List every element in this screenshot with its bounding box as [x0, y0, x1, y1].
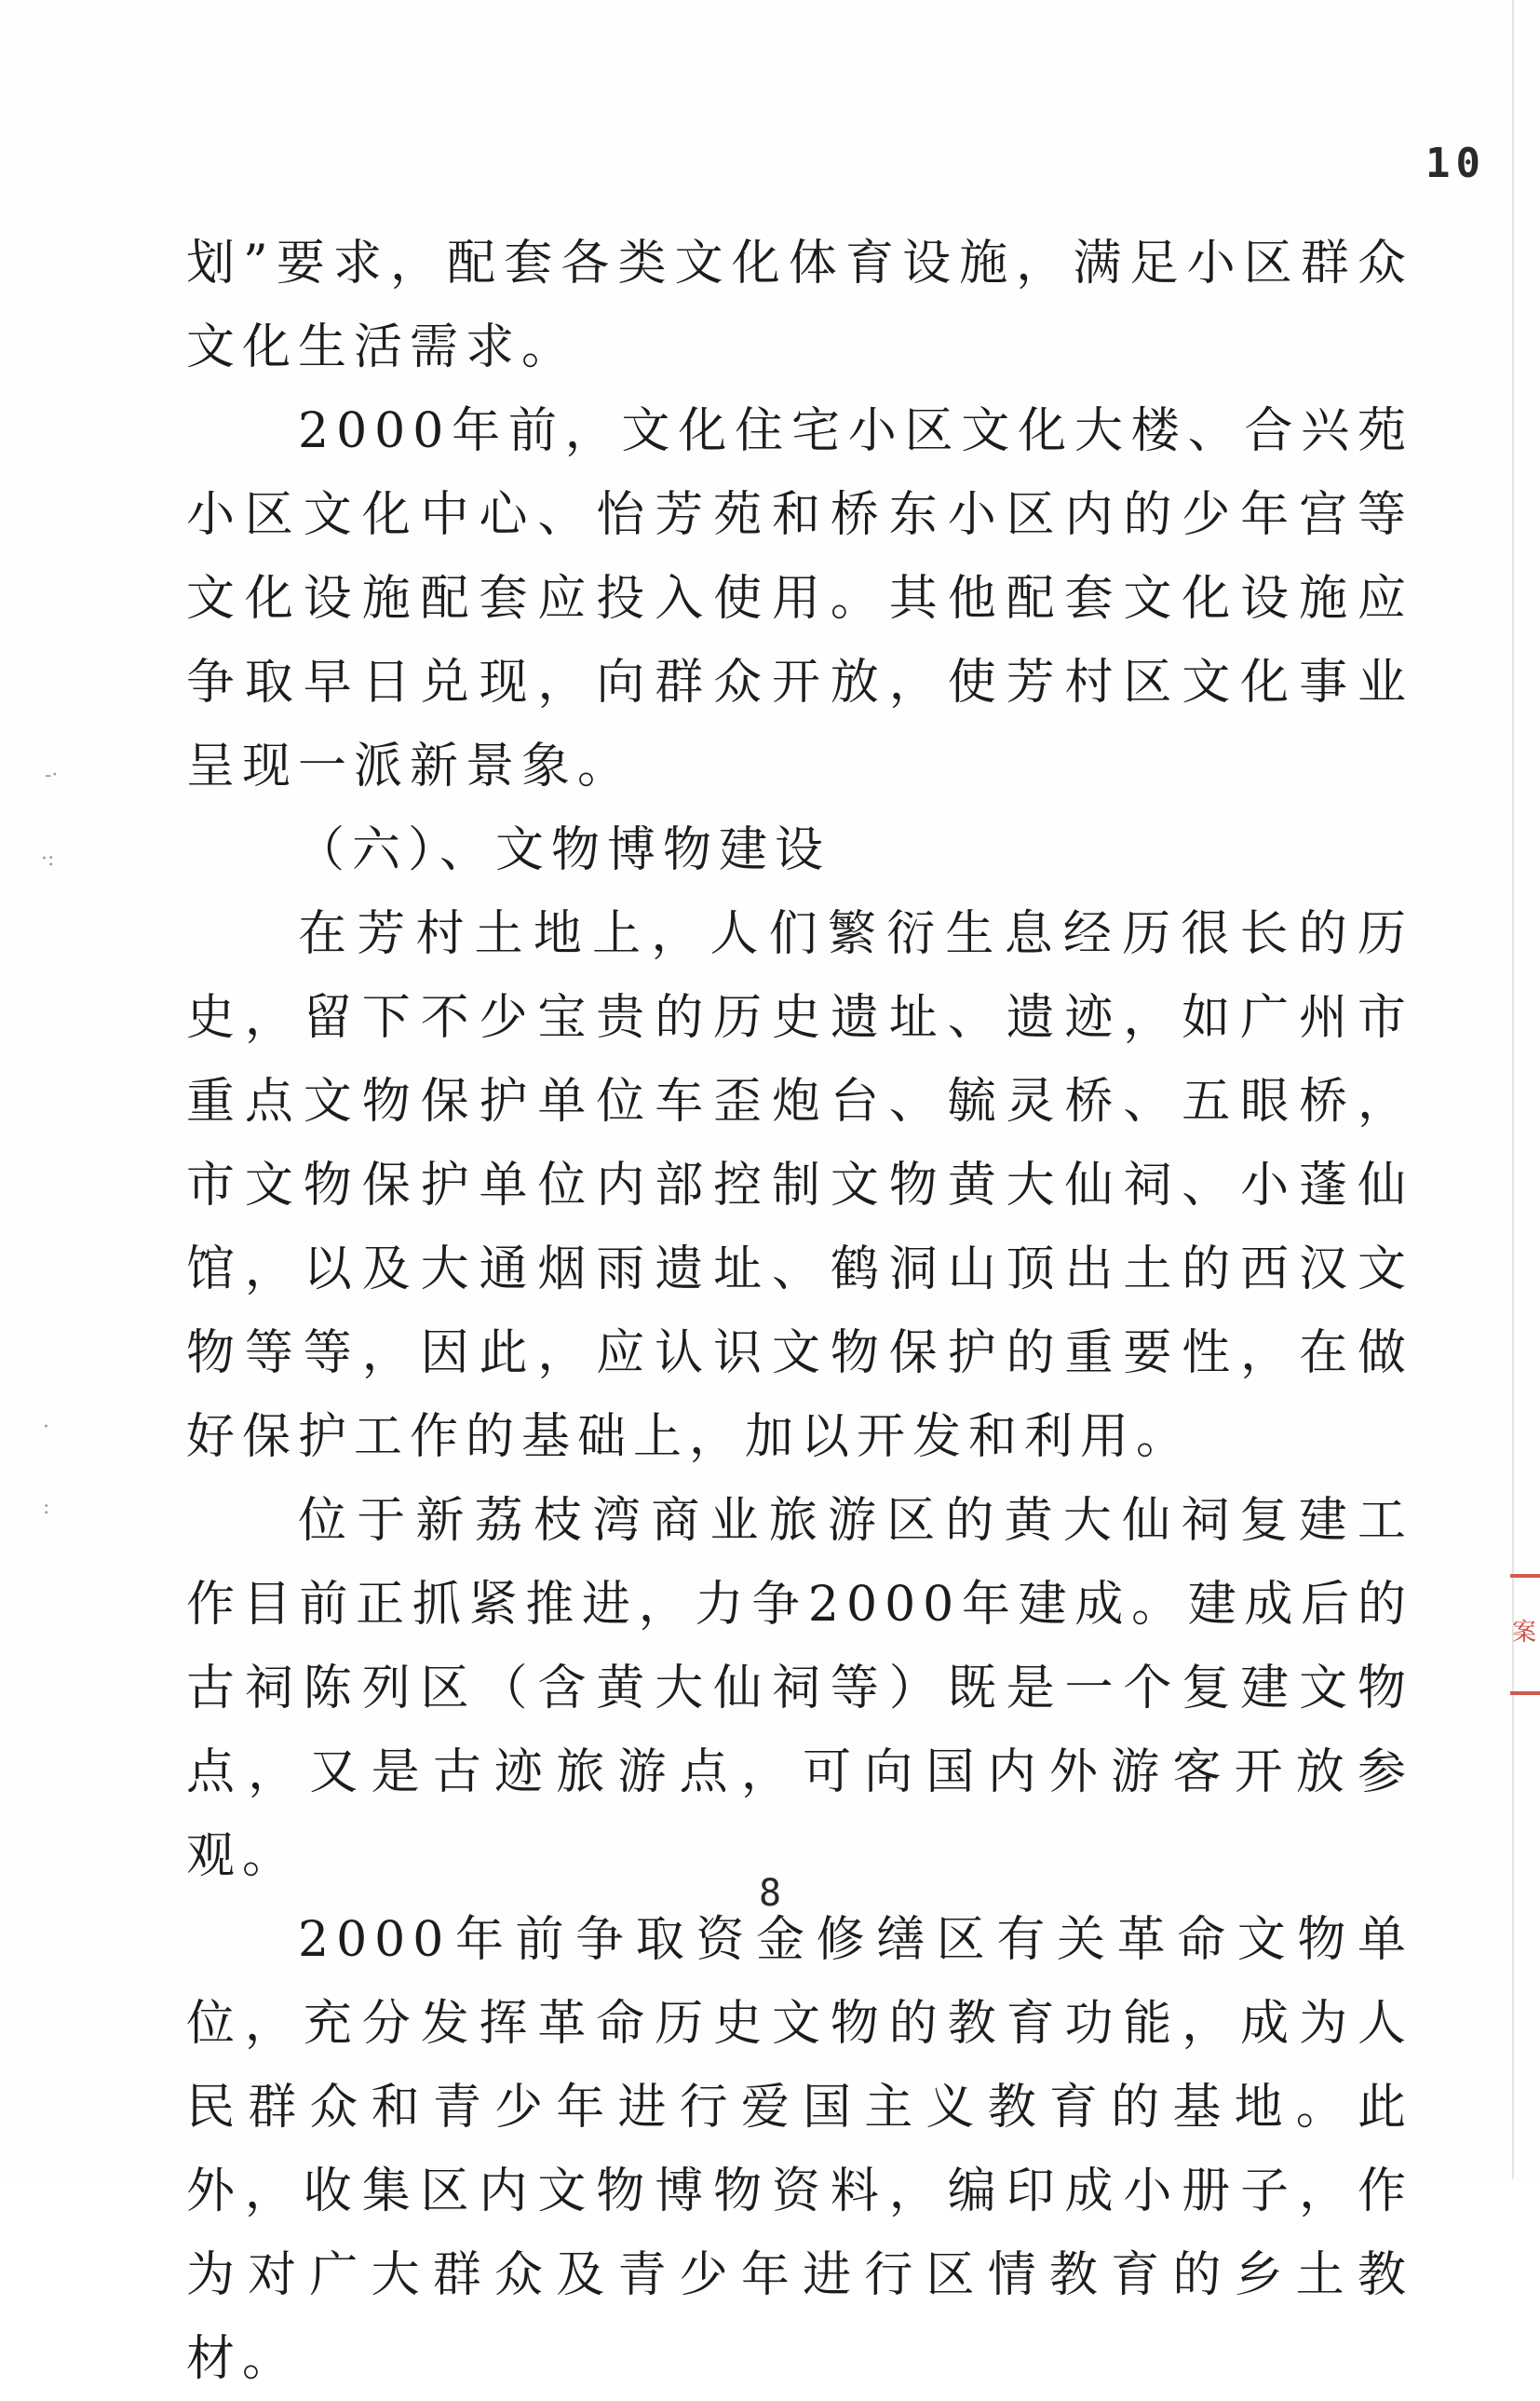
scan-speck: ·: [41, 848, 55, 871]
scan-speck: · [43, 1416, 49, 1439]
page-number: 8 [758, 1872, 782, 1915]
sheet-number: 10 [1425, 140, 1486, 187]
paragraph-heritage-sites: 在芳村土地上，人们繁衍生息经历很长的历史，留下不少宝贵的历史遗址、遗迹，如广州市重点文物保护单位车歪炮台、毓灵桥、五眼桥，市文物保护单位内部控制文物黄大仙祠、小蓬仙馆，以及大通烟雨遗址、鹤洞山顶出土的西汉文物等等，因此，应认识文物保护的重要性，在做好保护工作的基础上，加以开发和利用。 [186, 906, 1413, 1465]
paragraph-continuation: 划”要求，配套各类文化体育设施，满足小区群众文化生活需求。 [186, 236, 1413, 375]
scan-speck: -· [45, 764, 59, 787]
scan-edge-line [1512, 0, 1514, 2179]
paragraph-temple-rebuild: 位于新荔枝湾商业旅游区的黄大仙祠复建工作目前正抓紧推进，力争2000年建成。建成后的古祠陈列区（含黄大仙祠等）既是一个复建文物点，又是古迹旅游点，可向国内外游客开放参观。 [186, 1493, 1413, 1884]
stamp-bar-top [1510, 1574, 1540, 1578]
stamp-character: 案 [1512, 1619, 1537, 1647]
section-heading: （六）、文物博物建设 [296, 822, 831, 878]
paragraph-revolutionary-relics: 2000年前争取资金修缮区有关革命文物单位，充分发挥革命历史文物的教育功能，成为人民群众和青少年进行爱国主义教育的基地。此外，收集区内文物博物资料，编印成小册子，作为对广大群众及青少年进行区情教育的乡土教材。 [186, 1912, 1413, 2387]
document-body [186, 222, 1413, 2401]
stamp-bar-bottom [1510, 1691, 1540, 1695]
scan-speck: : [43, 1496, 50, 1519]
red-stamp [1510, 1565, 1540, 1704]
paragraph-cultural-facilities: 2000年前，文化住宅小区文化大楼、合兴苑小区文化中心、怡芳苑和桥东小区内的少年宫等文化设施配套应投入使用。其他配套文化设施应争取早日兑现，向群众开放，使芳村区文化事业呈现一派新景象。 [186, 403, 1413, 794]
